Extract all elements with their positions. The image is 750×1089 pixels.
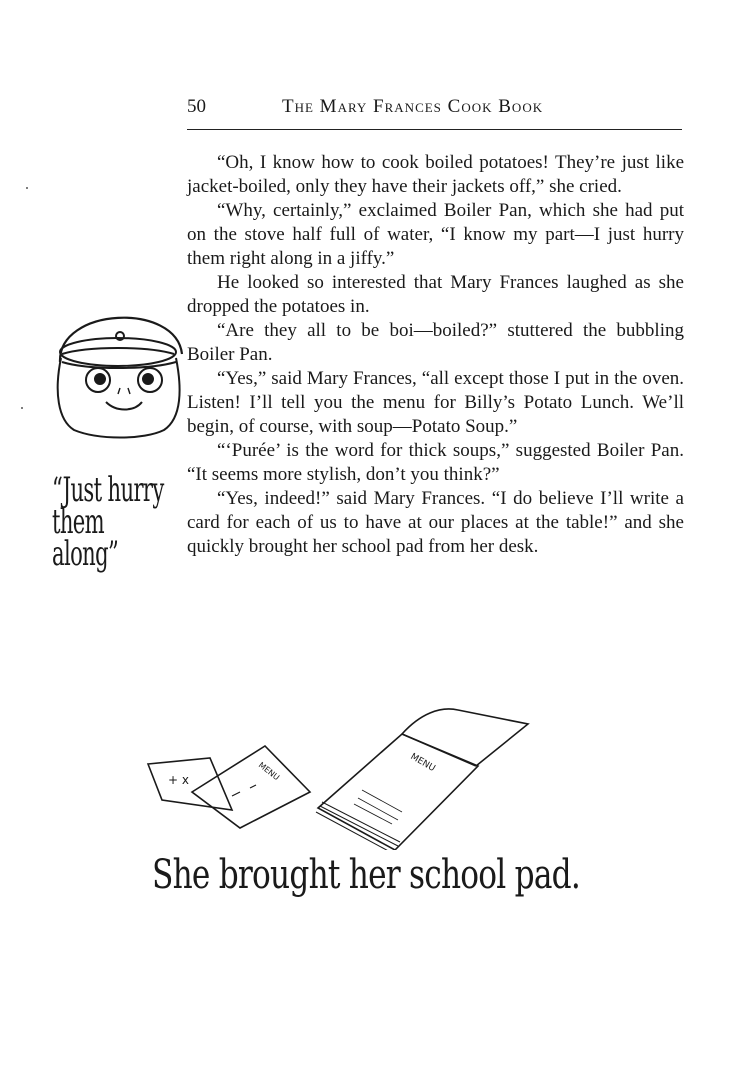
figure-caption: She brought her school pad. [152, 852, 580, 898]
side-caption-line: them [52, 502, 105, 542]
menu-page-label: MENU [408, 751, 437, 774]
svg-text:+ x: + x [168, 773, 189, 787]
paragraph: “Why, certainly,” exclaimed Boiler Pan, which she had put on the stove half full of water, “I know my part—I just hurry them right along in a jiffy.” [187, 200, 684, 269]
menu-card-label: MENU [256, 760, 282, 783]
paragraph: He looked so interested that Mary Frances laughed as she dropped the potatoes in. [187, 272, 684, 317]
paragraph: “‘Purée’ is the word for thick soups,” suggested Boiler Pan. “It seems more stylish, don’t you think?” [187, 440, 684, 485]
side-caption-line: “Just hurry [52, 470, 164, 510]
header-rule [187, 129, 682, 130]
page-number: 50 [187, 96, 206, 117]
running-head: The Mary Frances Cook Book [282, 96, 544, 117]
paragraph: “Yes, indeed!” said Mary Frances. “I do believe I’ll write a card for each of us to have at our places at the table!” and she quickly brought her school pad from her desk. [187, 488, 684, 557]
side-caption-line: along” [52, 534, 119, 574]
paragraph: “Are they all to be boi—boiled?” stuttered the bubbling Boiler Pan. [187, 320, 684, 365]
paragraph: “Yes,” said Mary Frances, “all except those I put in the oven. Listen! I’ll tell you the menu for Billy’s Potato Lunch. We’ll begin, of course, with soup—Potato Soup.” [187, 368, 684, 437]
boiler-pan-illustration [48, 292, 188, 442]
stray-mark [21, 407, 23, 409]
school-pad-illustration [140, 700, 540, 850]
body-text [187, 151, 684, 559]
side-caption [52, 470, 164, 574]
stray-mark [26, 187, 28, 189]
paragraph: “Oh, I know how to cook boiled potatoes! They’re just like jacket-boiled, only they have their jackets off,” she cried. [187, 152, 684, 197]
